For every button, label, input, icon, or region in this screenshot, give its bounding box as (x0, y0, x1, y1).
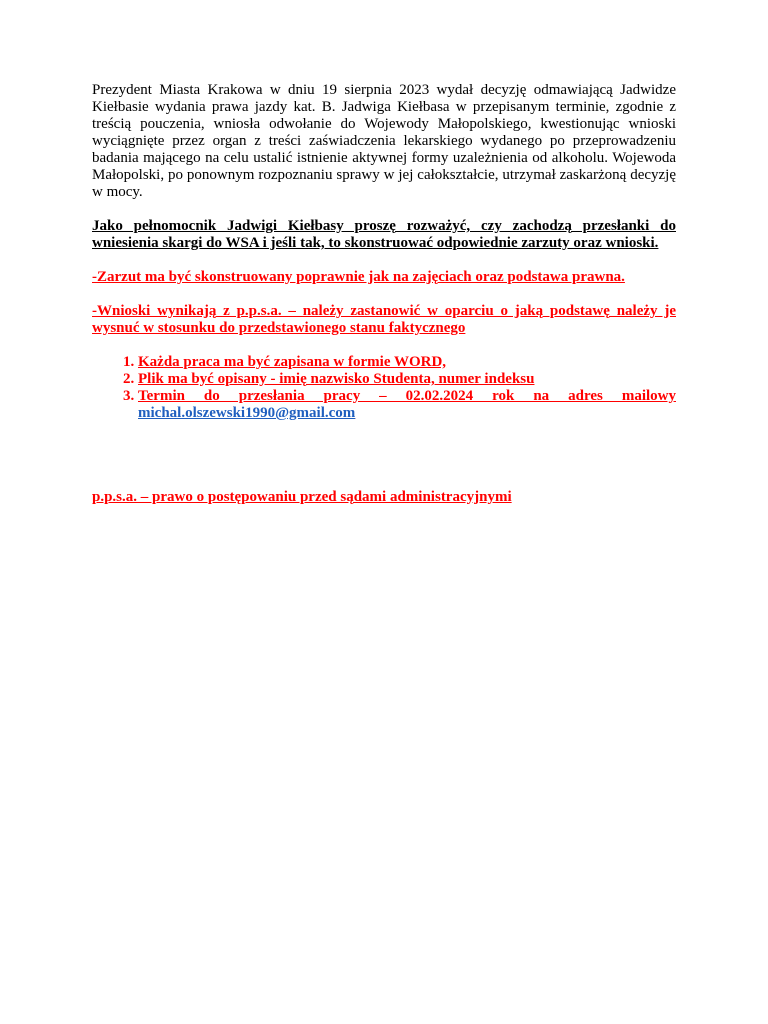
list-item-text: Termin do przesłania pracy – 02.02.2024 rok na adres mailowy (138, 388, 676, 404)
intro-paragraph: Prezydent Miasta Krakowa w dniu 19 sierpnia 2023 wydał decyzję odmawiającą Jadwidze Kiełbasie wydania prawa jazdy kat. B. Jadwiga Kiełbasa w przepisanym terminie, zgodnie z treścią pouczenia, wniosła odwołanie do Wojewody Małopolskiego, kwestionując wnioski wyciągnięte przez organ z treści zaświadczenia lekarskiego wydanego po przeprowadzeniu badania mającego na celu ustalić istnienie aktywnej formy uzależnienia od alkoholu. Wojewoda Małopolski, po ponownym rozpoznaniu sprawy w jej całokształcie, utrzymał zaskarżoną decyzję w mocy. (92, 82, 676, 200)
email-link[interactable]: michal.olszewski1990@gmail.com (138, 405, 356, 421)
list-item (138, 388, 676, 422)
list-item (138, 371, 676, 388)
task-paragraph: Jako pełnomocnik Jadwigi Kiełbasy proszę rozważyć, czy zachodzą przesłanki do wniesienia skargi do WSA i jeśli tak, to skonstruować odpowiednie zarzuty oraz wnioski. (92, 218, 676, 251)
list-item-text: Każda praca ma być zapisana w formie WORD, (138, 354, 447, 370)
note-charge: -Zarzut ma być skonstruowany poprawnie jak na zajęciach oraz podstawa prawna. (92, 269, 625, 285)
note-motions: -Wnioski wynikają z p.p.s.a. – należy zastanowić w oparciu o jaką podstawę należy je wysnuć w stosunku do przedstawionego stanu faktycznego (92, 303, 676, 336)
requirements-list (92, 354, 676, 422)
list-item (138, 354, 676, 371)
list-item-text: Plik ma być opisany - imię nazwisko Studenta, numer indeksu (138, 371, 535, 387)
document-body (92, 82, 676, 422)
abbreviation-footnote: p.p.s.a. – prawo o postępowaniu przed sądami administracyjnymi (92, 489, 512, 505)
